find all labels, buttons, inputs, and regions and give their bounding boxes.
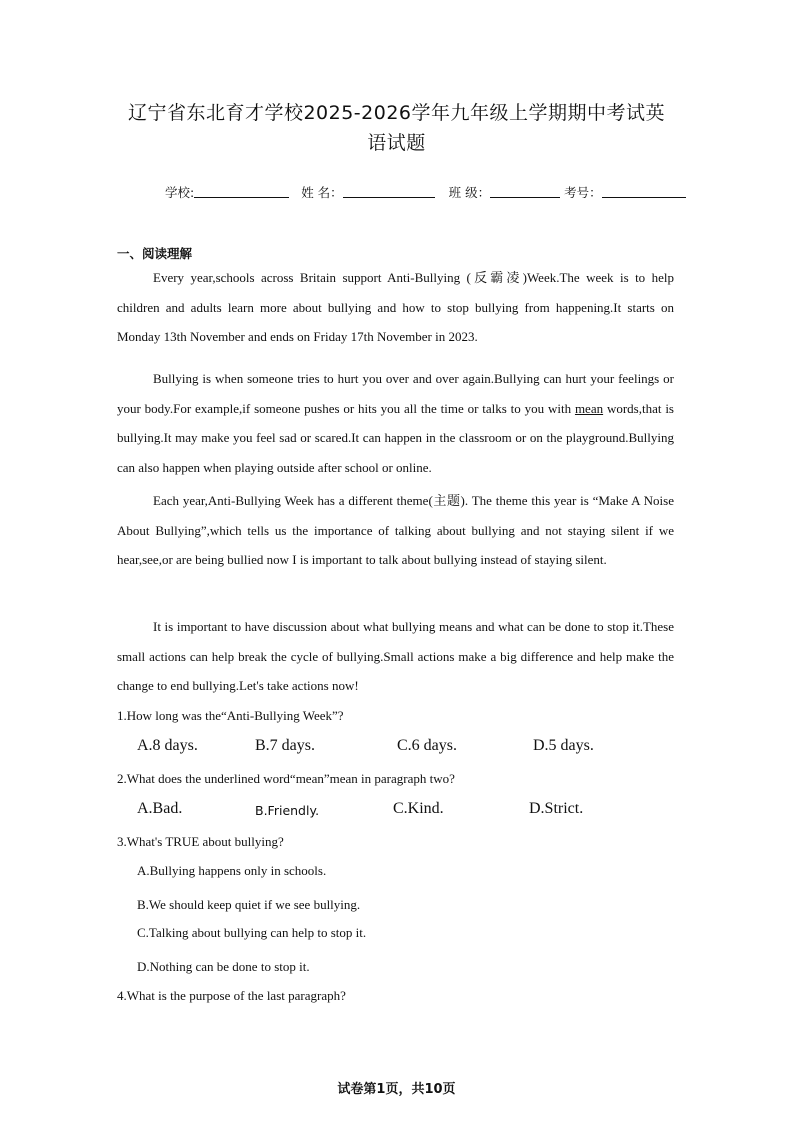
question-2-option-c[interactable]: C.Kind. [393,800,444,817]
passage-paragraph-1: Every year,schools across Britain support Anti-Bullying (反霸凌)Week.The week is to help children and adults learn more about bullying and how to stop bullying from happening.It starts on Monday 13th November and ends on Friday 17th November in 2023. [117,270,674,345]
question-3-option-b[interactable]: B.We should keep quiet if we see bullying. [137,897,361,912]
class-label: 班 级： [448,185,491,200]
exam-no-blank[interactable] [602,185,686,198]
exam-title-line1: 辽宁省东北育才学校2025-2026学年九年级上学期期中考试英 [127,102,666,124]
question-4: 4.What is the purpose of the last paragraph? [117,988,346,1003]
question-3: 3.What's TRUE about bullying? [117,834,284,849]
question-2-option-d[interactable]: D.Strict. [529,800,584,817]
passage-paragraph-3: Each year,Anti-Bullying Week has a different theme(主题). The theme this year is “Make A Noise About Bullying”,which tells us the importance of talking about bullying and not staying silent if we hear,see,or are being bullied now I is important to talk about bullying instead of staying silent. [117,493,674,568]
class-blank[interactable] [490,185,560,198]
name-label: 姓 名： [301,185,343,200]
question-1-option-a[interactable]: A.8 days. [137,737,198,754]
passage-paragraph-4: It is important to have discussion about what bullying means and what can be done to stop it.These small actions can help break the cycle of bullying.Small actions make a big difference and help make the change to end bullying.Let's take actions now! [117,619,674,694]
question-3-option-d[interactable]: D.Nothing can be done to stop it. [137,959,310,974]
question-1-option-c[interactable]: C.6 days. [397,737,457,754]
school-blank[interactable] [194,185,289,198]
student-info-row [165,183,686,201]
underlined-word: mean [574,400,604,416]
question-3-option-a[interactable]: A.Bullying happens only in schools. [137,863,327,878]
paragraph-2-text-start: Bullying is when someone tries to hurt you over and over again.Bullying can hurt your feelings or your body.For example,if someone pushes or hits you all the time or talks to you with [117,371,674,416]
question-2-option-a[interactable]: A.Bad. [137,800,183,817]
passage-paragraph-2 [117,364,674,482]
question-2-option-b[interactable]: B.Friendly. [255,803,320,818]
page-footer: 试卷第1页，共10页 [337,1082,456,1097]
question-1: 1.How long was the“Anti-Bullying Week”? [117,708,344,723]
exam-title-line2: 语试题 [367,132,426,154]
school-label: 学校: [165,185,195,200]
name-blank[interactable] [343,185,435,198]
question-1-option-d[interactable]: D.5 days. [533,737,594,754]
question-1-option-b[interactable]: B.7 days. [255,737,315,754]
question-2: 2.What does the underlined word“mean”mean in paragraph two? [117,771,455,786]
question-3-option-c[interactable]: C.Talking about bullying can help to stop it. [137,925,367,940]
section-heading: 一、阅读理解 [117,246,193,261]
exam-no-label: 考号： [564,185,602,200]
exam-title [80,98,713,158]
paragraph-2-text-end: words,that is bullying.It may make you feel sad or scared.It can happen in the classroom or on the playground.Bullying can also happen when playing outside after school or online. [117,400,674,475]
